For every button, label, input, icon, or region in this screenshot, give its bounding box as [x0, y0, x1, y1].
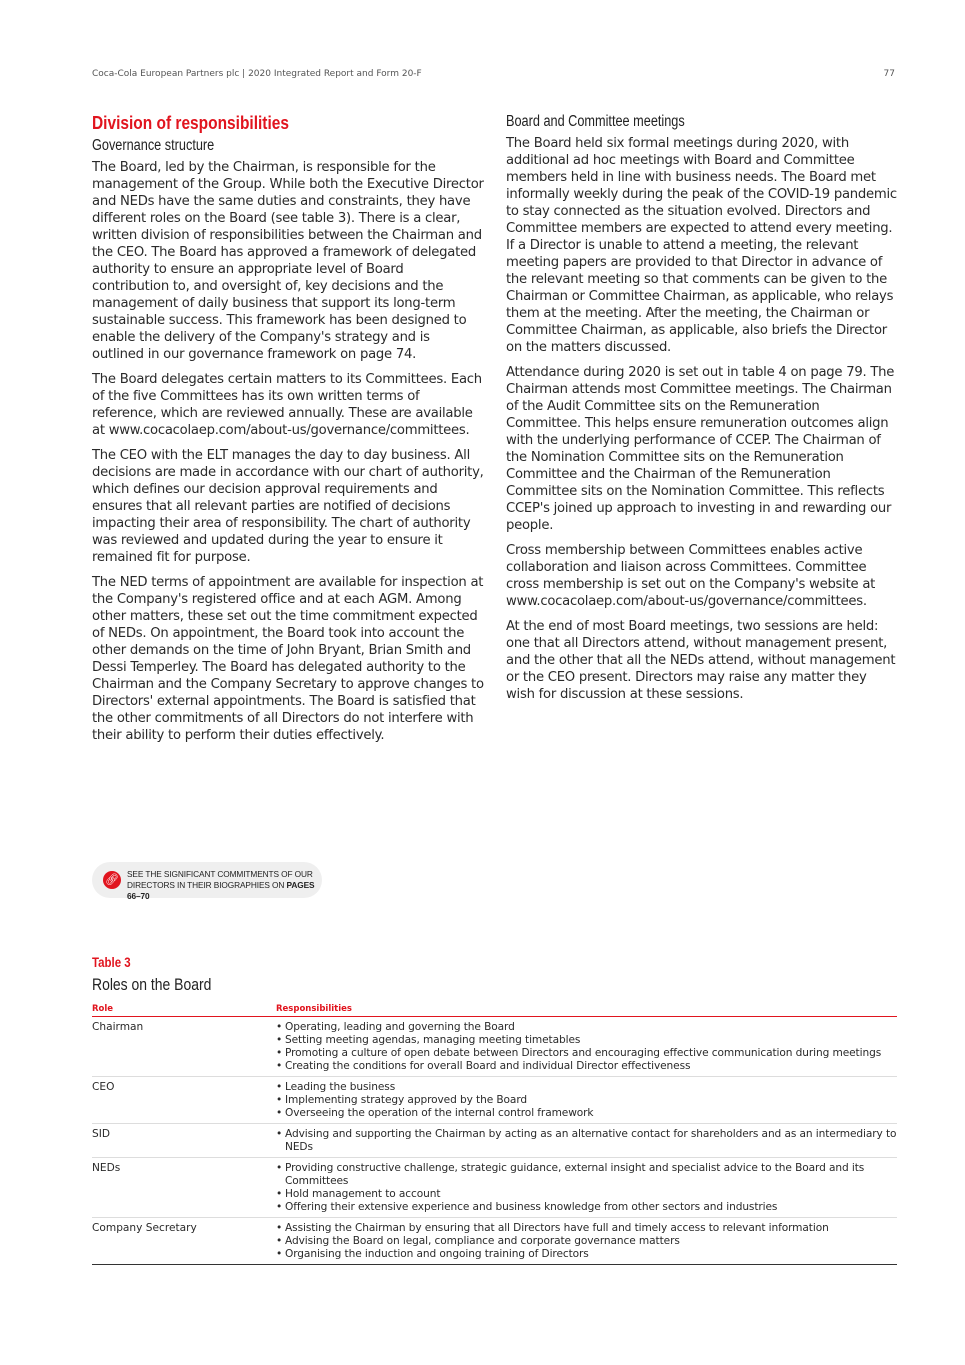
paragraph: The NED terms of appointment are available for inspection at the Company's registered office and at each AGM. Among other matters, these set out the time commitment expected of NEDs. On appointment, the Board took into account the other demands on the time of John Bryant, Brian Smith and Dessi Temperley. The Board has delegated authority to the Chairman and the Company Secretary to approve changes to Directors' external appointments. The Board is satisfied that the other commitments of all Directors do not interfere with their ability to perform their duties effectively. — [92, 575, 484, 743]
responsibility-item: • Creating the conditions for overall Board and individual Director effectiveness — [276, 1060, 897, 1073]
table-label: Table 3 — [92, 955, 131, 970]
responsibility-item: • Advising and supporting the Chairman by acting as an alternative contact for shareholders and as an intermediary to NEDs — [276, 1128, 897, 1154]
responsibility-list — [276, 1128, 897, 1154]
role-cell: Chairman — [92, 1021, 144, 1033]
paragraph: At the end of most Board meetings, two sessions are held: one that all Directors attend, without management present, and the other that all the NEDs attend, without management or the CEO present. Directors may raise any matter they wish for discussion at these sessions. — [506, 619, 896, 702]
see-also-line1: SEE THE SIGNIFICANT COMMITMENTS OF OUR — [127, 869, 313, 879]
page-number: 77 — [883, 69, 895, 79]
responsibility-item: • Leading the business — [276, 1081, 897, 1094]
roles-table — [92, 1002, 897, 1265]
paragraph: The Board held six formal meetings during 2020, with additional ad hoc meetings with Board and Committee members held in line with business needs. The Board met informally weekly during the peak of the COVID-19 pandemic to stay connected as the situation evolved. Directors and Committee members are expected to attend every meeting. If a Director is unable to attend a meeting, the relevant meeting papers are provided to that Director in advance of the relevant meeting so that comments can be given to the Chairman or Committee Chairman, as applicable, who relays them at the meeting. After the meeting, the Chairman or Committee Chairman, as applicable, also briefs the Director on the matters discussed. — [506, 136, 897, 355]
link-icon: 🔗︎ — [103, 871, 121, 889]
responsibility-item: • Offering their extensive experience and business knowledge from other sectors and industries — [276, 1201, 897, 1214]
responsibility-list — [276, 1081, 897, 1120]
report-title: Coca-Cola European Partners plc | 2020 Integrated Report and Form 20-F — [92, 69, 422, 79]
sub-heading-meetings: Board and Committee meetings — [506, 113, 685, 130]
role-cell: NEDs — [92, 1162, 121, 1174]
right-column — [506, 113, 898, 711]
responsibility-item: • Promoting a culture of open debate between Directors and encouraging effective communication during meetings — [276, 1047, 897, 1060]
table-row — [92, 1077, 897, 1124]
responsibility-list — [276, 1222, 897, 1261]
paragraph: Attendance during 2020 is set out in table 4 on page 79. The Chairman attends most Committee meetings. The Chairman of the Audit Committee sits on the Remuneration Committee. This helps ensure remuneration outcomes align with the underlying performance of CCEP. The Chairman of the Nomination Committee sits on the Remuneration Committee and the Chairman of the Remuneration Committee sits on the Nomination Committee. This reflects CCEP's joined up approach to investing in and rewarding our people. — [506, 365, 895, 533]
paragraph: The CEO with the ELT manages the day to day business. All decisions are made in accordance with our chart of authority, which defines our decision approval requirements and ensures that all relevant parties are notified of decisions impacting their area of responsibility. The chart of authority was reviewed and updated during the year to ensure it remained fit for purpose. — [92, 448, 484, 565]
table-row — [92, 1158, 897, 1218]
responsibility-item: • Setting meeting agendas, managing meeting timetables — [276, 1034, 897, 1047]
table-title: Roles on the Board — [92, 975, 212, 994]
responsibility-item: • Overseeing the operation of the internal control framework — [276, 1107, 897, 1120]
see-also-callout[interactable] — [92, 862, 322, 901]
table-row — [92, 1218, 897, 1265]
responsibility-item: • Organising the induction and ongoing training of Directors — [276, 1248, 897, 1261]
role-cell: Company Secretary — [92, 1222, 197, 1234]
paragraph: Cross membership between Committees enables active collaboration and liaison across Committees. Committee cross membership is set out on the Company's website at www.cocacolaep.com/about-us/governance/committees. — [506, 543, 876, 609]
paragraph: The Board delegates certain matters to its Committees. Each of the five Committees has its own written terms of reference, which are reviewed annually. These are available at www.cocacolaep.com/about-us/governance/committees. — [92, 372, 482, 438]
responsibility-list — [276, 1021, 897, 1073]
responsibility-item: • Operating, leading and governing the Board — [276, 1021, 897, 1034]
paragraph: The Board, led by the Chairman, is responsible for the management of the Group. While both the Executive Director and NEDs have the same duties and constraints, they have different roles on the Board (see table 3). There is a clear, written division of responsibilities between the Chairman and the CEO. The Board has approved a framework of delegated authority to ensure an appropriate level of Board contribution to, and oversight of, key decisions and the management of daily business that support its long-term sustainable success. This framework has been designed to enable the delivery of the Company's strategy and is outlined in our governance framework on page 74. — [92, 160, 484, 362]
see-also-pages: PAGES 66–70 — [127, 880, 315, 901]
responsibility-item: • Implementing strategy approved by the Board — [276, 1094, 897, 1107]
header-responsibilities: Responsibilities — [276, 1004, 352, 1014]
table-row — [92, 1017, 897, 1077]
responsibility-item: • Assisting the Chairman by ensuring that all Directors have full and timely access to relevant information — [276, 1222, 897, 1235]
table-row — [92, 1124, 897, 1158]
responsibility-list — [276, 1162, 897, 1214]
table-header-row — [92, 1002, 897, 1017]
see-also-text — [127, 869, 322, 902]
role-cell: CEO — [92, 1081, 115, 1093]
see-also-line2: DIRECTORS IN THEIR BIOGRAPHIES ON — [127, 880, 285, 890]
left-column — [92, 113, 484, 752]
header-role: Role — [92, 1004, 114, 1014]
responsibility-item: • Providing constructive challenge, strategic guidance, external insight and specialist advice to the Board and its Committees — [276, 1162, 897, 1188]
responsibility-item: • Hold management to account — [276, 1188, 897, 1201]
section-title: Division of responsibilities — [92, 113, 289, 133]
sub-heading-governance: Governance structure — [92, 137, 215, 154]
role-cell: SID — [92, 1128, 111, 1140]
responsibility-item: • Advising the Board on legal, compliance and corporate governance matters — [276, 1235, 897, 1248]
